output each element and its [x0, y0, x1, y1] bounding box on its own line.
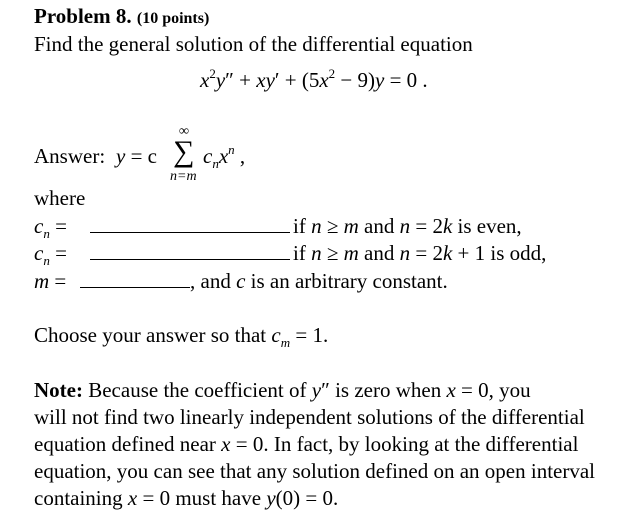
answer-y [116, 144, 157, 169]
cond-ge: ≥ [321, 241, 344, 265]
choose-c: c [271, 323, 281, 347]
eq-exp: 2 [209, 66, 216, 81]
note-l5-y: y [266, 486, 276, 510]
case-even-lhs [34, 214, 67, 239]
cond-ge: ≥ [321, 214, 344, 238]
problem-points: (10 points) [136, 10, 210, 27]
cond-k: k [442, 241, 453, 265]
answer-x-exponent: n [228, 142, 235, 157]
eq-exp2: 2 [328, 66, 336, 81]
cond-m: m [343, 214, 359, 238]
cond-n2: n [399, 241, 411, 265]
note-l3-x: x [221, 432, 231, 456]
case-even-condition [293, 214, 522, 239]
m-tail-c: c [236, 269, 246, 293]
eq-x2: x [256, 68, 266, 92]
note-l1-b: is zero when [329, 378, 447, 402]
cond-if: if [293, 241, 312, 265]
answer-term [203, 144, 245, 169]
m-var: m [34, 269, 50, 293]
cond-m: m [343, 241, 359, 265]
choose-line [34, 323, 328, 348]
eq-tail: − 9) [335, 68, 376, 92]
m-tail-pre: , and [190, 269, 237, 293]
note-l5-b: = 0 must have [137, 486, 267, 510]
case-odd-eq: = [49, 241, 67, 265]
eq-prime: ′ [274, 68, 280, 92]
note-label: Note: [34, 378, 83, 402]
case-odd-condition [293, 241, 546, 266]
note-line-4: equation, you can see that any solution defined on an open interval [34, 459, 596, 483]
answer-comma: , [234, 144, 246, 168]
note-line-5 [34, 485, 634, 512]
choose-text: Choose your answer so that [34, 323, 272, 347]
note-line-2: will not find two linearly independent solutions of the differential [34, 405, 585, 429]
case-even-n: n [43, 226, 50, 241]
cond-n: n [311, 241, 322, 265]
cond-tail: is even, [452, 214, 522, 238]
problem-number: Problem 8. [34, 4, 132, 28]
cond-and: and [358, 214, 400, 238]
note-l1-y: y [311, 378, 322, 402]
sum-lower-limit: n=m [170, 169, 197, 184]
case-odd-answer-blank[interactable] [90, 258, 290, 260]
cond-if: if [293, 214, 312, 238]
case-even-c: c [34, 214, 44, 238]
problem-title [34, 4, 209, 29]
case-odd-n: n [43, 253, 50, 268]
differential-equation [200, 68, 428, 93]
eq-y: y [215, 68, 226, 92]
answer-label: Answer: [34, 144, 106, 168]
answer-y-var: y [116, 144, 126, 168]
note-line-1 [34, 377, 634, 404]
choose-eq: = 1. [290, 323, 329, 347]
eq-plus: + [233, 68, 257, 92]
cond-n: n [311, 214, 322, 238]
cond-rest: = 2 [410, 214, 443, 238]
answer-x: x [218, 144, 229, 168]
m-tail-post: is an arbitrary constant. [245, 269, 448, 293]
m-lhs [34, 269, 66, 294]
answer-eq-c: = c [125, 144, 157, 168]
note-l1-c: = 0, you [455, 378, 531, 402]
answer-c-subscript: n [212, 156, 219, 171]
sum-upper-limit: ∞ [179, 124, 189, 139]
eq-x3: x [319, 68, 329, 92]
case-odd-lhs [34, 241, 67, 266]
note-l1-pp: ″ [321, 378, 330, 402]
sigma-symbol: ∑ [173, 135, 195, 168]
eq-coef: + (5 [279, 68, 320, 92]
cond-and: and [358, 241, 400, 265]
choose-m: m [280, 335, 291, 350]
eq-y3: y [375, 68, 385, 92]
note-l5-x: x [127, 486, 138, 510]
note-l3-a: equation defined near [34, 432, 222, 456]
note-l1-a: Because the coefficient of [82, 378, 312, 402]
note-l1-x: x [446, 378, 456, 402]
cond-rest: = 2 [410, 241, 443, 265]
note-line-3 [34, 431, 634, 458]
answer-c: c [203, 144, 213, 168]
case-even-eq: = [49, 214, 67, 238]
eq-x: x [200, 68, 210, 92]
eq-double-prime: ″ [225, 68, 234, 92]
note-l3-b: = 0. In fact, by looking at the differential [230, 432, 579, 456]
m-answer-blank[interactable] [80, 286, 190, 288]
cond-k: k [442, 214, 453, 238]
cond-n2: n [399, 214, 411, 238]
m-tail [190, 269, 448, 294]
note-paragraph [34, 377, 634, 512]
eq-equals-zero: = 0 . [384, 68, 428, 92]
cond-tail: + 1 is odd, [452, 241, 547, 265]
m-eq: = [49, 269, 67, 293]
where-label: where [34, 186, 86, 210]
note-l5-a: containing [34, 486, 128, 510]
eq-y2: y [265, 68, 275, 92]
case-even-answer-blank[interactable] [90, 231, 290, 233]
note-l5-c: (0) = 0. [275, 486, 339, 510]
instruction-text: Find the general solution of the differential equation [34, 32, 473, 56]
case-odd-c: c [34, 241, 44, 265]
